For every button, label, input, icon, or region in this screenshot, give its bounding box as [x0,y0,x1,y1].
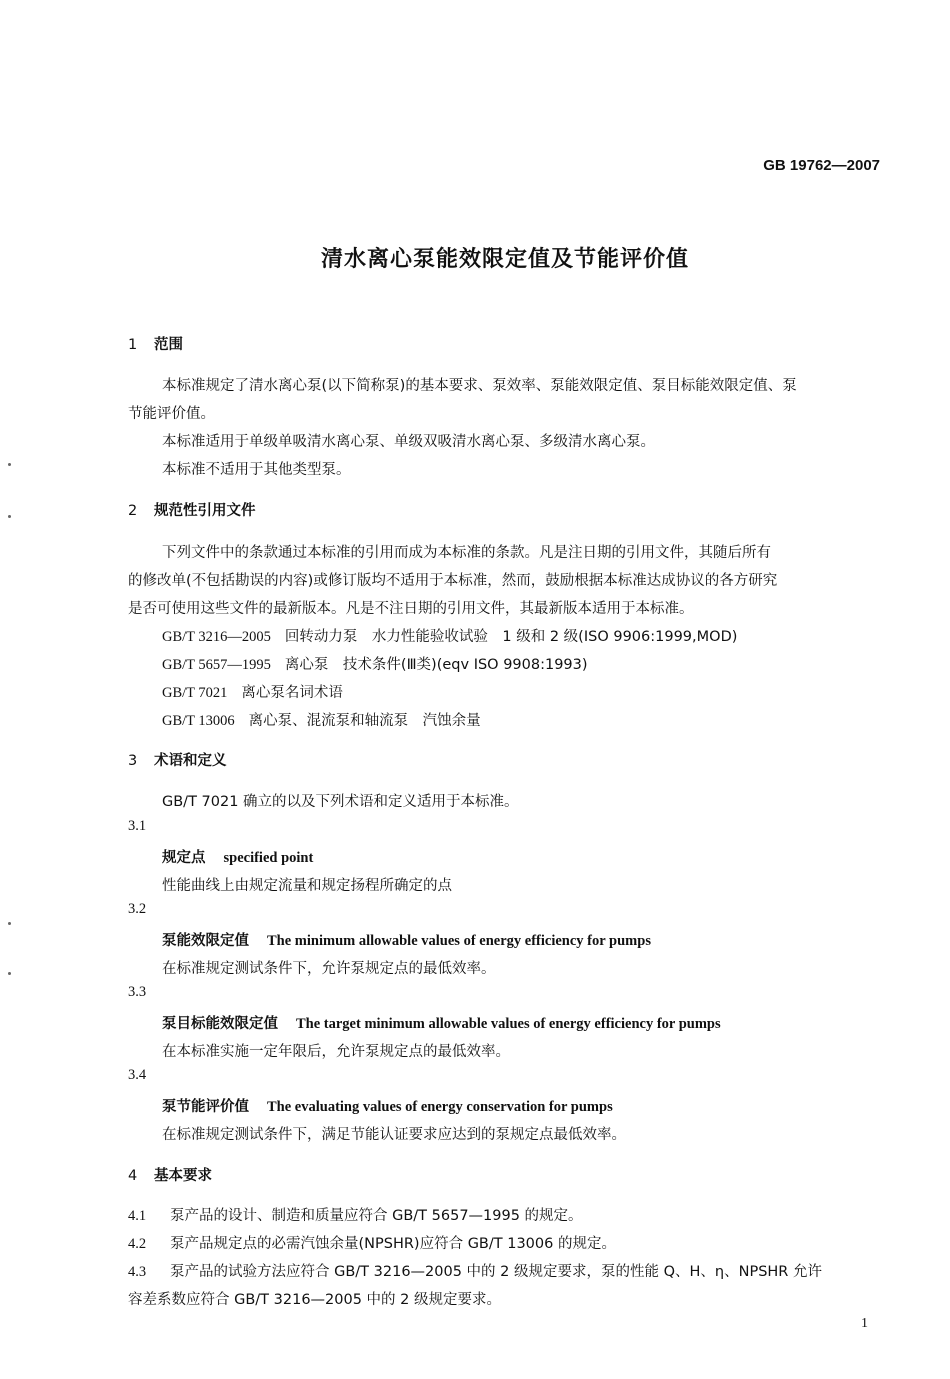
term-name [162,1095,613,1116]
section-1-heading [128,333,183,354]
paragraph-continuation: 的修改单(不包括勘误的内容)或修订版均不适用于本标准，然而，鼓励根据本标准达成协议的各方研究 [128,573,778,589]
section-title: 范围 [154,337,183,353]
term-zh: 泵节能评价值 [162,1099,249,1115]
term-definition: 在本标准实施一定年限后，允许泵规定点的最低效率。 [162,1044,510,1060]
term-zh: 规定点 [162,850,206,866]
requirement-item [128,1260,822,1281]
paragraph: 下列文件中的条款通过本标准的引用而成为本标准的条款。凡是注日期的引用文件，其随后所有 [162,545,771,561]
normative-reference [162,653,588,674]
requirement-item [128,1232,616,1253]
requirement-number: 4.2 [128,1236,147,1252]
requirement-text: 泵产品的设计、制造和质量应符合 GB/T 5657—1995 的规定。 [170,1208,583,1224]
requirement-text: 泵产品规定点的必需汽蚀余量(NPSHR)应符合 GB/T 13006 的规定。 [170,1236,616,1252]
reference-code: GB/T 13006 [162,713,235,729]
section-number: 3 [128,753,138,769]
scan-mark [8,972,11,975]
requirement-number: 4.1 [128,1208,147,1224]
term-definition: 性能曲线上由规定流量和规定扬程所确定的点 [162,878,452,894]
standard-code: GB 19762—2007 [763,157,880,174]
requirement-text: 泵产品的试验方法应符合 GB/T 3216—2005 中的 2 级规定要求，泵的性能 Q、H、η、NPSHR 允许 [170,1264,822,1280]
reference-code: GB/T 3216—2005 [162,629,271,645]
scan-mark [8,515,11,518]
section-title: 规范性引用文件 [154,503,256,519]
requirement-number: 4.3 [128,1264,147,1280]
term-zh: 泵目标能效限定值 [162,1016,278,1032]
requirement-item [128,1204,583,1225]
section-number: 4 [128,1168,138,1184]
paragraph-continuation: 是否可使用这些文件的最新版本。凡是不注日期的引用文件，其最新版本适用于本标准。 [128,601,694,617]
term-number: 3.4 [128,1067,147,1083]
term-name [162,929,651,950]
requirement-continuation: 容差系数应符合 GB/T 3216—2005 中的 2 级规定要求。 [128,1292,501,1308]
paragraph-continuation: 节能评价值。 [128,406,215,422]
page-number: 1 [861,1316,868,1331]
term-en: The evaluating values of energy conservation for pumps [267,1099,613,1115]
section-number: 1 [128,337,138,353]
reference-title: 离心泵名词术语 [241,685,343,701]
term-name [162,846,313,867]
term-en: The minimum allowable values of energy efficiency for pumps [267,933,651,949]
section-2-heading [128,499,256,520]
scan-mark [8,922,11,925]
term-en: The target minimum allowable values of energy efficiency for pumps [296,1016,721,1032]
section-number: 2 [128,503,138,519]
paragraph: 本标准规定了清水离心泵(以下简称泵)的基本要求、泵效率、泵能效限定值、泵目标能效限定值、泵 [162,378,797,394]
term-name [162,1012,721,1033]
term-number: 3.2 [128,901,147,917]
term-definition: 在标准规定测试条件下，允许泵规定点的最低效率。 [162,961,496,977]
normative-reference [162,709,481,730]
paragraph: 本标准适用于单级单吸清水离心泵、单级双吸清水离心泵、多级清水离心泵。 [162,434,655,450]
term-en: specified point [223,850,314,866]
paragraph: 本标准不适用于其他类型泵。 [162,462,351,478]
document-title: 清水离心泵能效限定值及节能评价值 [320,247,689,272]
reference-title: 离心泵 技术条件(Ⅲ类)(eqv ISO 9908:1993) [284,657,588,673]
section-3-heading [128,749,227,770]
term-number: 3.3 [128,984,147,1000]
reference-code: GB/T 7021 [162,685,228,701]
paragraph: GB/T 7021 确立的以及下列术语和定义适用于本标准。 [162,794,519,810]
term-zh: 泵能效限定值 [162,933,249,949]
term-number: 3.1 [128,818,147,834]
term-definition: 在标准规定测试条件下，满足节能认证要求应达到的泵规定点最低效率。 [162,1127,626,1143]
scan-mark [8,463,11,466]
section-title: 基本要求 [154,1168,212,1184]
section-4-heading [128,1164,212,1185]
normative-reference [162,625,737,646]
reference-title: 回转动力泵 水力性能验收试验 1 级和 2 级(ISO 9906:1999,MOD) [284,629,738,645]
reference-title: 离心泵、混流泵和轴流泵 汽蚀余量 [248,713,481,729]
section-title: 术语和定义 [154,753,227,769]
normative-reference [162,681,343,702]
reference-code: GB/T 5657—1995 [162,657,271,673]
